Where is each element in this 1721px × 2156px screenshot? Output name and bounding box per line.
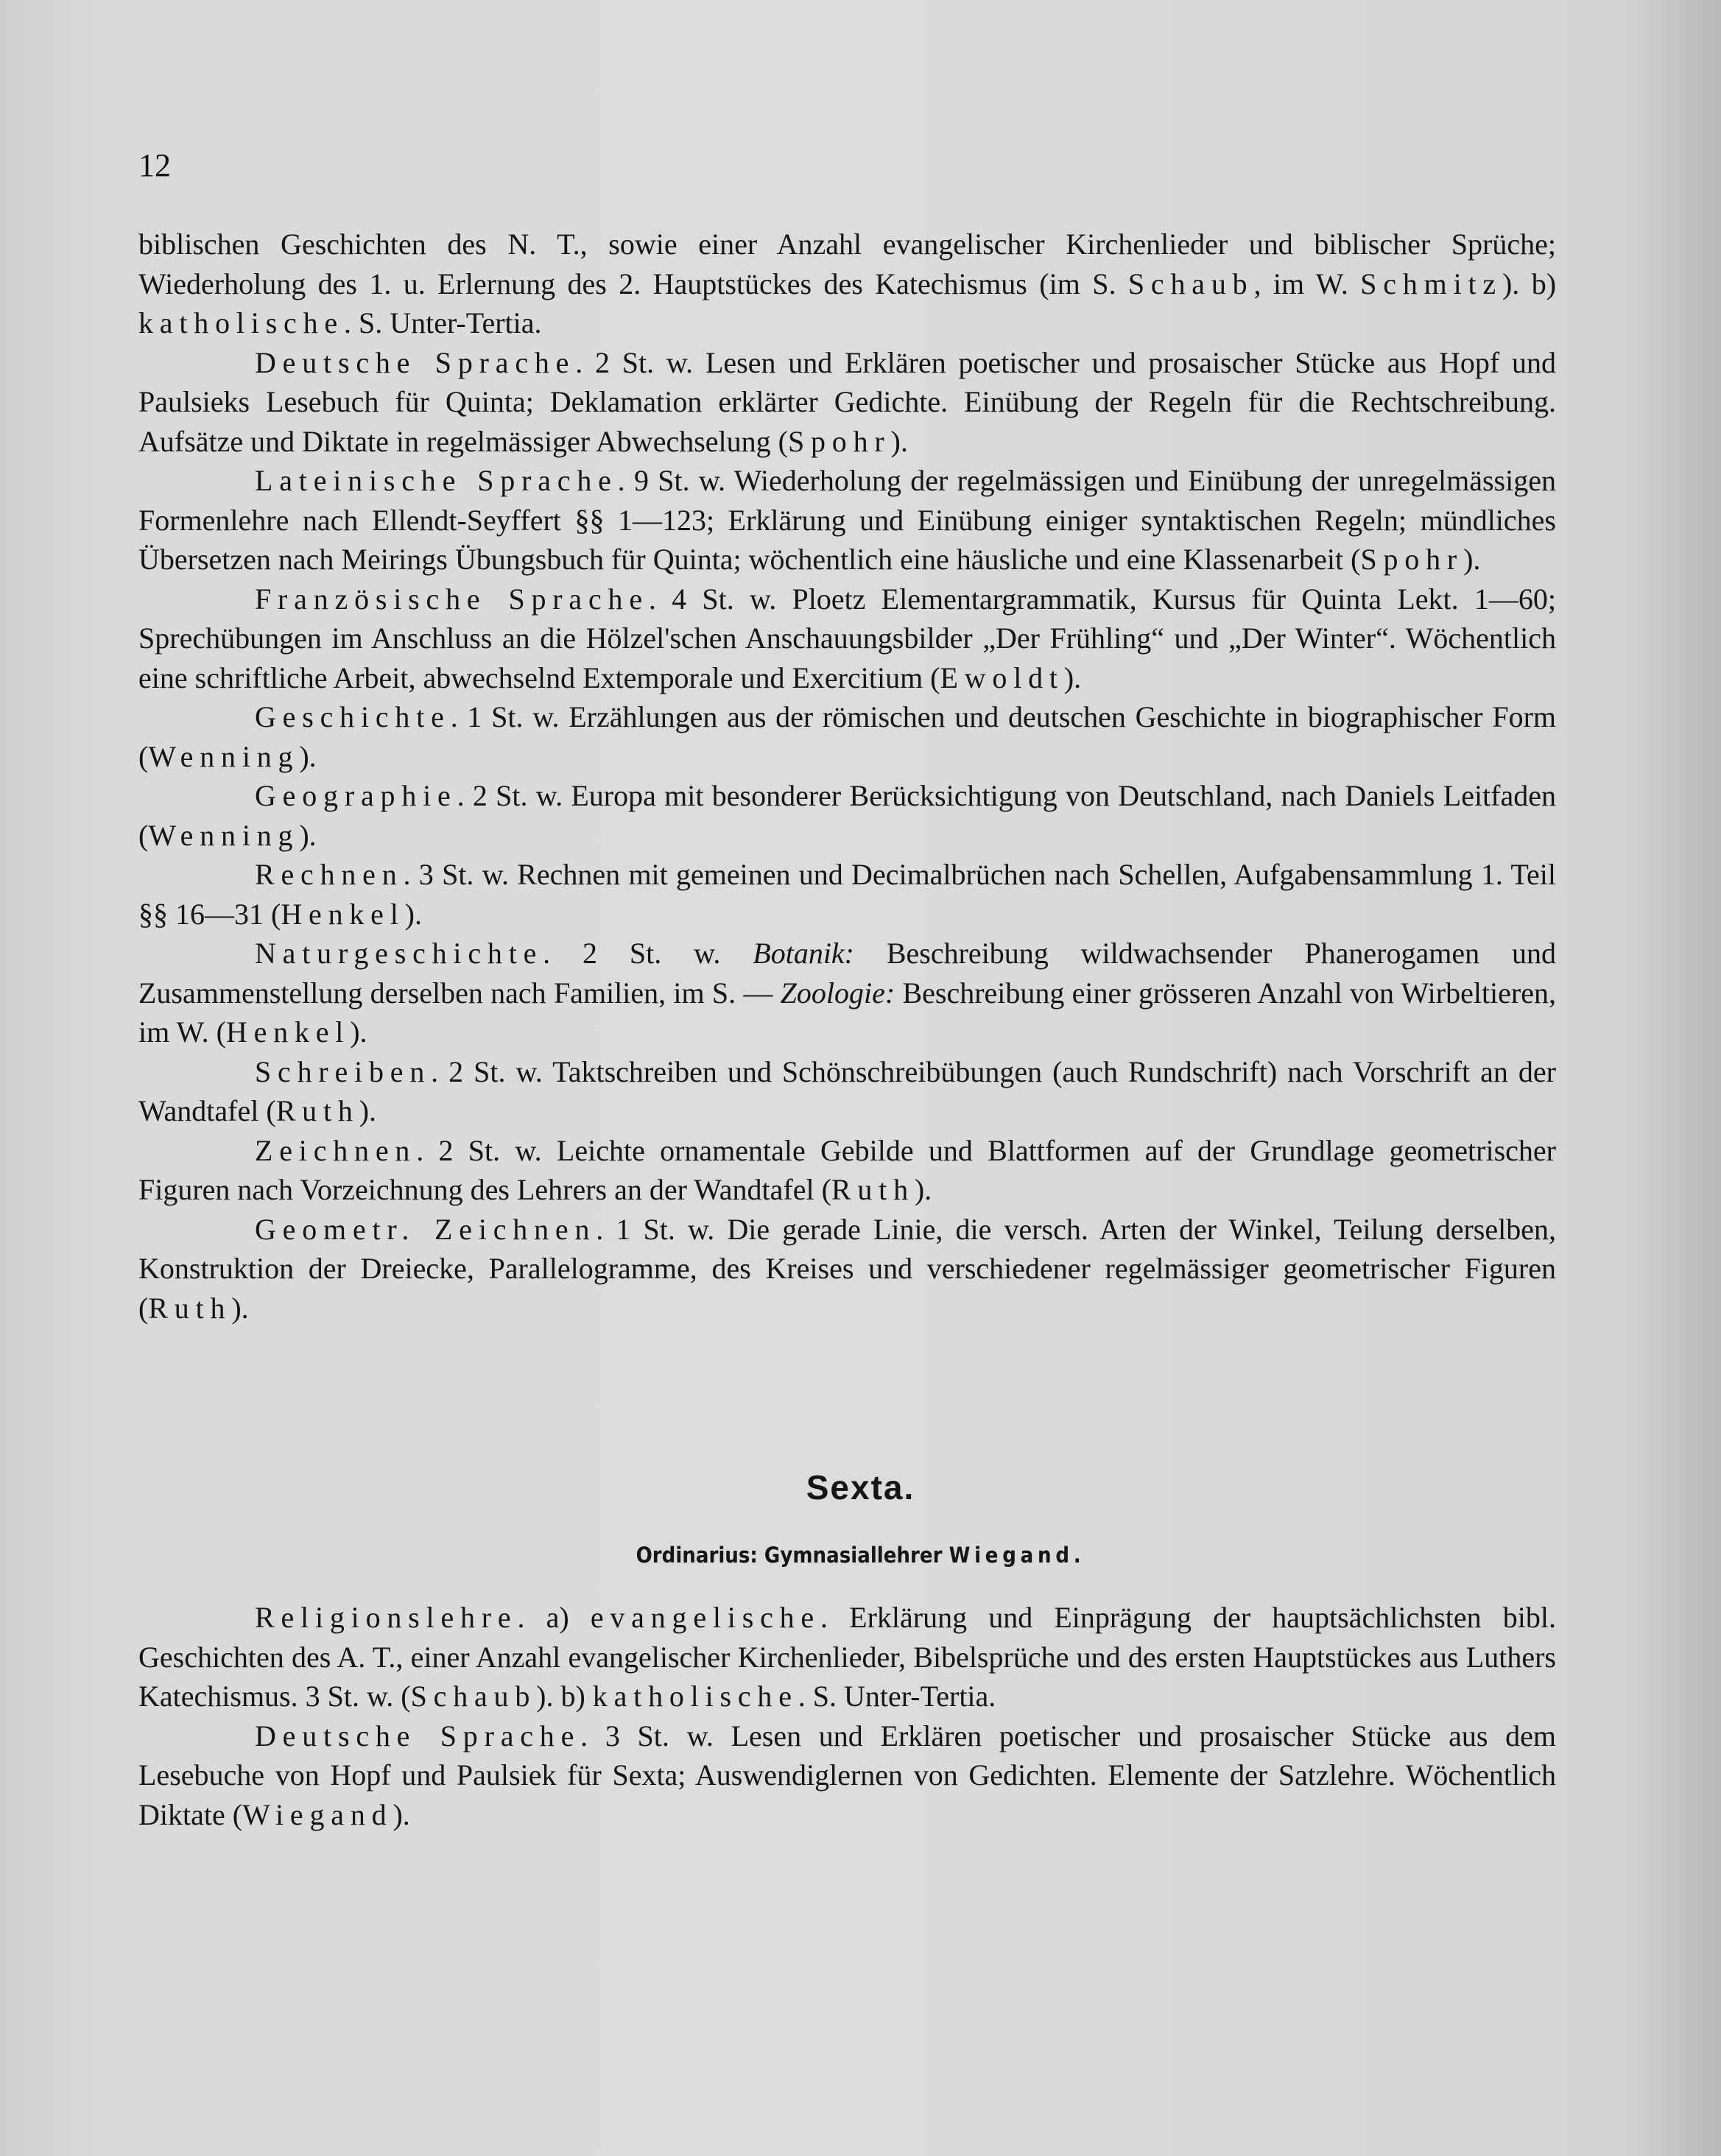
denomination-label: katholische	[138, 306, 344, 339]
text: . 1 St. w. Erzählungen aus der römischen und deutschen Geschichte in biographischer Form (	[138, 700, 1556, 773]
subject-heading: Naturgeschichte	[255, 937, 543, 970]
teacher-name: Henkel	[225, 1015, 351, 1049]
paragraph-rechnen	[138, 855, 1556, 934]
botanik-label: Botanik:	[753, 937, 854, 970]
text: . 2 St. w. Leichte ornamentale Gebilde und Blattformen auf der Grundlage geometrischer Figuren nach Vorzeichnung des Lehrers an der Wandtafel (	[138, 1133, 1556, 1206]
text: ).	[1463, 543, 1481, 576]
teacher-name: Schaub	[410, 1680, 537, 1713]
ordinarius-line	[86, 1540, 1635, 1570]
text: ).	[350, 1015, 367, 1049]
text: . 1 St. w. Die gerade Linie, die versch. Arten der Winkel, Teilung derselben, Konstruktion der Dreiecke, Parallelogramme, des Kreises und verschiedener regelmässiger geometrischer Figuren (	[138, 1212, 1556, 1325]
text: ).	[231, 1291, 249, 1325]
paragraph-deutsche-sprache-sexta	[138, 1716, 1556, 1835]
subject-heading: Geographie	[255, 779, 457, 812]
teacher-name: Ruth	[831, 1173, 915, 1206]
teacher-name: Ruth	[148, 1291, 232, 1325]
text: ).	[890, 424, 908, 458]
text: . 9 St. w. Wiederholung der regelmässigen und Einübung der unregelmässigen Formenlehre nach Ellendt-Seyffert §§ 1—123; Erklärung und Einübung einiger syntaktischen Regeln; mündliches Übersetzen nach Meirings Übungsbuch für Quinta; wöchentlich eine häusliche und eine Klassenarbeit (	[138, 464, 1556, 576]
subject-heading: Deutsche Sprache	[255, 1719, 581, 1752]
denomination-label: evangelische	[590, 1601, 820, 1634]
paragraph-naturgeschichte	[138, 934, 1556, 1052]
text: . S. Unter-Tertia.	[798, 1680, 996, 1713]
text: . 2 St. w. Taktschreiben und Schönschreibübungen (auch Rundschrift) nach Vorschrift an der Wandtafel (	[138, 1054, 1556, 1127]
teacher-name: Ewoldt	[940, 660, 1064, 694]
text: . 3 St. w. Rechnen mit gemeinen und Decimalbrüchen nach Schellen, Aufgabensammlung 1. Teil §§ 16—31 (	[138, 858, 1556, 931]
teacher-name: Wenning	[148, 739, 300, 773]
paragraph-geometrisches-zeichnen	[138, 1210, 1556, 1328]
text: ).	[1063, 660, 1082, 694]
paragraph-geschichte	[138, 697, 1556, 776]
text: ). b)	[536, 1680, 593, 1713]
text: ).	[914, 1173, 932, 1206]
text: biblischen Geschichten des N. T., sowie einer Anzahl evangelischer Kirchenlieder und biblischer Sprüche; Wiederholung des 1. u. Erlernung des 2. Hauptstückes des Katechismus (im S.	[138, 228, 1556, 300]
text: . a)	[517, 1601, 591, 1634]
subject-heading: Religionslehre	[255, 1601, 518, 1634]
subject-heading: Französische Sprache	[255, 582, 649, 616]
text: . 2 St. w.	[543, 937, 753, 970]
text: . 2 St. w. Europa mit besonderer Berücksichtigung von Deutschland, nach Daniels Leitfaden (	[138, 779, 1556, 852]
paragraph-deutsche-sprache	[138, 343, 1556, 462]
paragraph-zeichnen	[138, 1131, 1556, 1210]
paragraph-schreiben	[138, 1052, 1556, 1131]
text: ). b)	[1502, 267, 1557, 300]
paragraph-religionslehre	[138, 1598, 1556, 1716]
teacher-name: Spohr	[1360, 543, 1464, 576]
subject-heading: Lateinische Sprache	[255, 464, 618, 497]
paragraph-geographie	[138, 776, 1556, 855]
teacher-name: Schaub	[1127, 267, 1254, 300]
text: . S. Unter-Tertia.	[343, 306, 542, 339]
ordinarius-name: Wiegand.	[949, 1543, 1085, 1568]
subject-heading: Geschichte	[255, 700, 451, 733]
teacher-name: Wiegand	[242, 1797, 393, 1831]
section-title-sexta: Sexta.	[806, 1468, 915, 1507]
text: ).	[359, 1094, 377, 1127]
text: ).	[299, 818, 317, 852]
paragraph-religion-continued	[138, 225, 1556, 343]
text: . 4 St. w. Ploetz Elementargrammatik, Kursus für Quinta Lekt. 1—60; Sprechübungen im Anschluss an die Hölzel'schen Anschauungsbilder „Der Frühling“ und „Der Winter“. Wöchentlich eine schriftliche Arbeit, abwechselnd Extemporale und Exercitium (	[138, 582, 1556, 694]
denomination-label: katholische	[592, 1680, 798, 1713]
teacher-name: Wenning	[148, 818, 300, 852]
subject-heading: Deutsche Sprache	[255, 345, 576, 379]
text: ).	[404, 897, 422, 931]
text: . 2 St. w. Lesen und Erklären poetischer und prosaischer Stücke aus Hopf und Paulsieks Lesebuch für Quinta; Deklamation erklärter Gedichte. Einübung der Regeln für die Rechtschreibung. Aufsätze und Diktate in regelmässiger Abwechselung (	[138, 345, 1556, 458]
text: ).	[393, 1797, 410, 1831]
subject-heading: Rechnen	[255, 858, 404, 891]
zoologie-label: Zoologie:	[780, 976, 895, 1010]
page-number: 12	[138, 147, 171, 183]
teacher-name: Schmitz	[1360, 267, 1502, 300]
teacher-name: Spohr	[787, 424, 891, 458]
paragraph-lateinische-sprache	[138, 461, 1556, 579]
paragraph-franzoesische-sprache	[138, 579, 1556, 698]
text: Beschreibung wildwachsender Phanerogamen und Zusammenstellung derselben nach Familien, im S. —	[138, 937, 1556, 1010]
text: , im W.	[1253, 267, 1348, 300]
teacher-name: Henkel	[281, 897, 405, 931]
text: . Erklärung und Einprägung der hauptsächlichsten bibl. Geschichten des A. T., einer Anzahl evangelischer Kirchenlieder, Bibelsprüche und des ersten Hauptstückes aus Luthers Katechismus. 3 St. w. (	[138, 1601, 1557, 1713]
text: . 3 St. w. Lesen und Erklären poetischer und prosaischer Stücke aus dem Lesebuche von Hopf und Paulsiek für Sexta; Auswendiglernen von Gedichten. Elemente der Satzlehre. Wöchentlich Diktate (	[138, 1719, 1556, 1831]
teacher-name: Ruth	[275, 1094, 359, 1127]
ordinarius-label: Ordinarius: Gymnasiallehrer	[636, 1543, 943, 1568]
sexta-curriculum	[138, 1598, 1556, 1834]
subject-heading: Geometr. Zeichnen	[255, 1212, 596, 1246]
subject-heading: Schreiben	[255, 1054, 432, 1088]
quinta-curriculum	[138, 225, 1556, 1328]
subject-heading: Zeichnen	[255, 1133, 417, 1167]
text: Beschreibung einer grösseren Anzahl von Wirbeltieren, im W. (	[138, 976, 1557, 1049]
text: ).	[299, 739, 317, 773]
